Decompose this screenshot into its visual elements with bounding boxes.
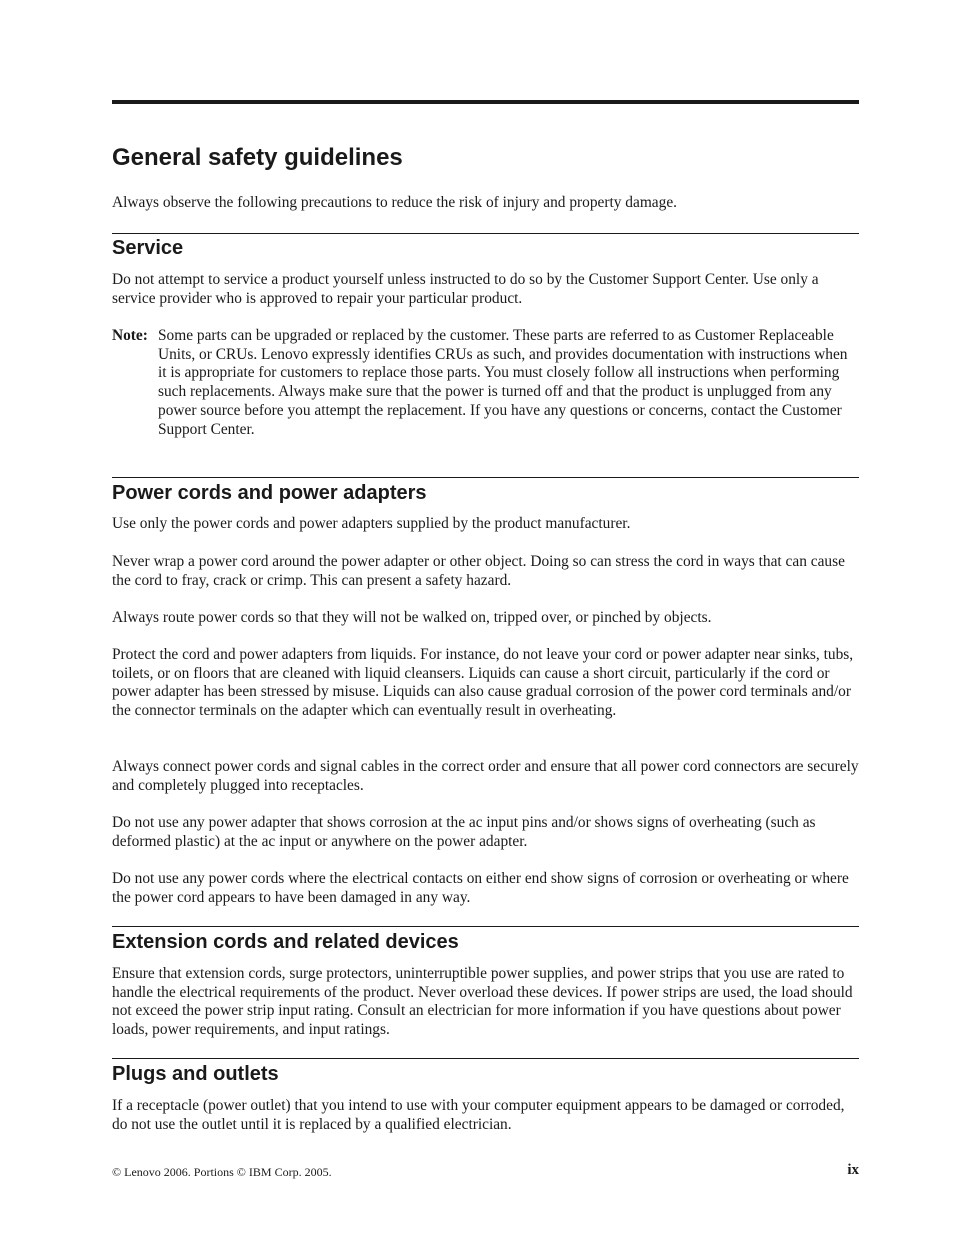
power-paragraph-7: Do not use any power cords where the electrical contacts on either end show signs of corrosion or overheating or where the power cord appears to have been damaged in any way. [112,870,849,906]
service-note [112,327,859,439]
power-paragraph-1: Use only the power cords and power adapters supplied by the product manufacturer. [112,515,631,532]
section-heading-extension: Extension cords and related devices [112,931,459,953]
top-rule [112,100,859,104]
section-heading-service: Service [112,237,184,259]
page-title: General safety guidelines [112,144,403,171]
section-rule-power [112,477,859,478]
power-paragraph-5: Always connect power cords and signal cables in the correct order and ensure that all power cord connectors are securely and completely plugged into receptacles. [112,758,859,794]
service-paragraph: Do not attempt to service a product yourself unless instructed to do so by the Customer Support Center. Use only a service provider who is approved to repair your particular product. [112,271,819,307]
power-paragraph-2: Never wrap a power cord around the power adapter or other object. Doing so can stress the cord in ways that can cause the cord to fray, crack or crimp. This can present a safety hazard. [112,553,845,589]
plugs-paragraph: If a receptacle (power outlet) that you intend to use with your computer equipment appears to be damaged or corroded, do not use the outlet until it is replaced by a qualified electrician. [112,1097,845,1133]
note-label: Note: [112,327,148,344]
section-heading-plugs: Plugs and outlets [112,1063,279,1085]
extension-paragraph: Ensure that extension cords, surge protectors, uninterruptible power supplies, and power strips that you use are rated to handle the electrical requirements of the product. Never overload these devices. If power strips are used, the load should not exceed the power strip input rating. Consult an electrician for more information if you have questions about power loads, power requirements, and input ratings. [112,965,853,1039]
section-rule-extension [112,926,859,927]
note-text: Some parts can be upgraded or replaced by the customer. These parts are referred to as Customer Replaceable Units, or CRUs. Lenovo expressly identifies CRUs as such, and provides documentation with instructions when it is appropriate for customers to replace those parts. You must closely follow all instructions when performing such replacements. Always make sure that the power is turned off and that the product is unplugged from any power source before you attempt the replacement. If you have any questions or concerns, contact the Customer Support Center. [158,327,848,438]
power-paragraph-3: Always route power cords so that they will not be walked on, tripped over, or pinched by objects. [112,609,712,626]
page-number: ix [847,1162,859,1178]
section-rule-plugs [112,1058,859,1059]
power-paragraph-6: Do not use any power adapter that shows corrosion at the ac input pins and/or shows signs of overheating (such as deformed plastic) at the ac input or anywhere on the power adapter. [112,814,816,850]
footer-copyright: © Lenovo 2006. Portions © IBM Corp. 2005. [112,1165,332,1179]
section-rule-service [112,233,859,234]
section-heading-power: Power cords and power adapters [112,482,427,504]
intro-text: Always observe the following precautions to reduce the risk of injury and property damage. [112,194,678,211]
power-paragraph-4: Protect the cord and power adapters from liquids. For instance, do not leave your cord or power adapter near sinks, tubs, toilets, or on floors that are cleaned with liquid cleansers. Liquids can cause a short circuit, particularly if the cord or power adapter has been stressed by misuse. Liquids can also cause gradual corrosion of the power cord terminals and/or the connector terminals on the adapter which can eventually result in overheating. [112,646,854,720]
